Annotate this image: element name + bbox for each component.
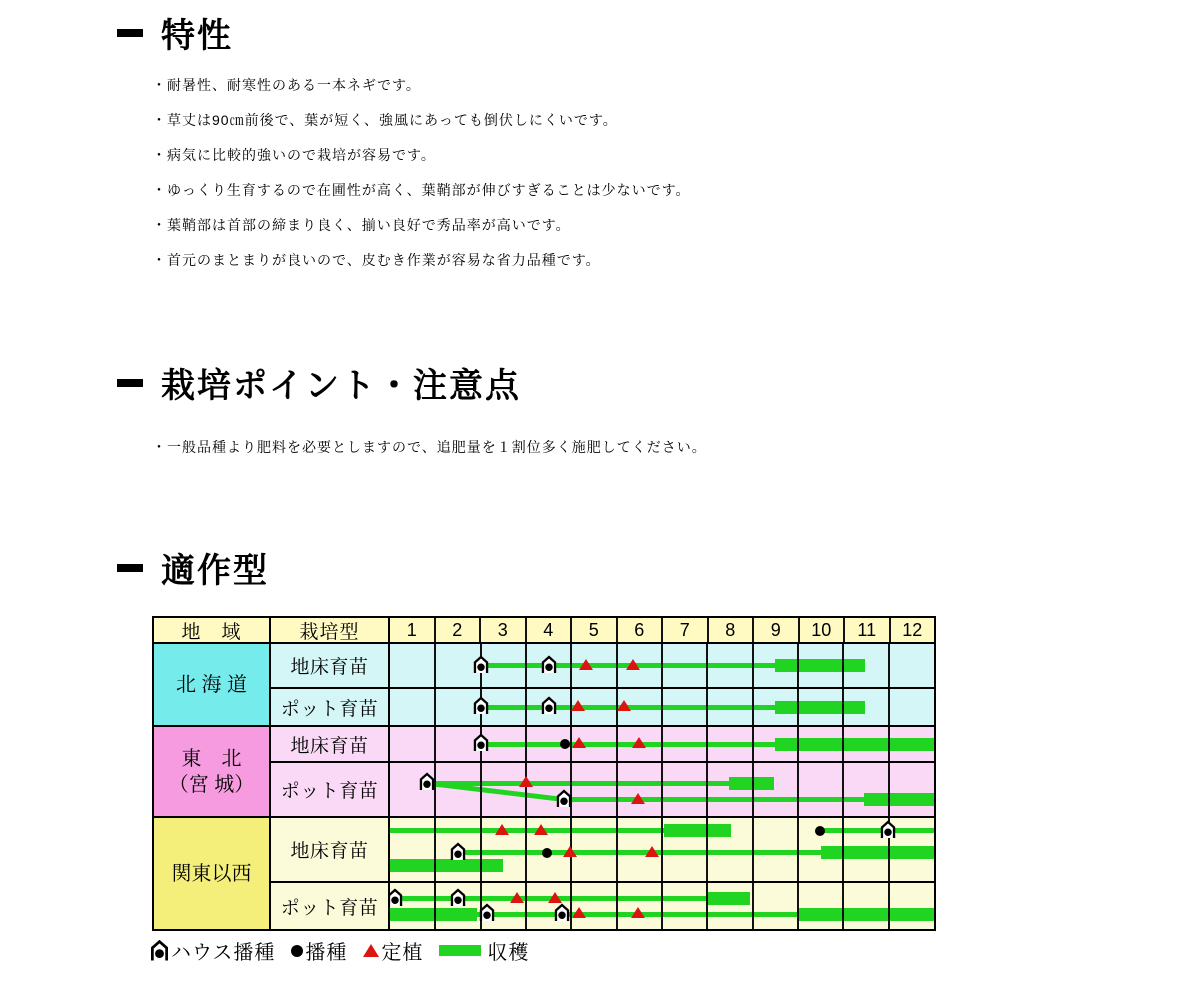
grid-line [480, 763, 482, 816]
harvest-bar [390, 859, 503, 872]
grid-line [434, 689, 436, 725]
month-header-cell: 9 [752, 618, 798, 642]
cultivation-points-list [152, 430, 707, 465]
schedule-legend [150, 936, 545, 965]
house-sowing-icon [880, 820, 896, 838]
month-header-cell: 11 [843, 618, 889, 642]
grid-line [616, 763, 618, 816]
month-header-cell: 1 [406, 619, 417, 640]
transplant-triangle-icon [571, 700, 585, 711]
chart-cell [390, 644, 934, 687]
schedule-row [271, 761, 934, 816]
bar-legend-icon [439, 945, 485, 956]
type-cell: 地床育苗 [271, 644, 390, 687]
legend-item [291, 936, 347, 965]
house-sowing-icon [479, 904, 495, 922]
region-label: 関東以西 [171, 862, 252, 885]
grid-line [797, 727, 799, 761]
grid-line [706, 644, 708, 687]
harvest-bar [775, 701, 864, 714]
schedule-row [271, 687, 934, 725]
harvest-bar [775, 738, 934, 751]
region-rows [271, 818, 934, 929]
sowing-dot-icon [291, 945, 303, 957]
transplant-triangle-icon [495, 824, 509, 835]
grid-line [661, 763, 663, 816]
crop-schedule-table [152, 616, 936, 931]
region-block [154, 725, 934, 816]
grid-line [616, 727, 618, 761]
grid-line [480, 818, 482, 881]
chart-cell [390, 727, 934, 761]
region-label: 東 北 [181, 747, 242, 770]
grid-line [752, 883, 754, 929]
schedule-row [271, 644, 934, 687]
house-sowing-icon [473, 655, 489, 673]
transplant-triangle-icon [510, 892, 524, 903]
transplant-triangle-icon [563, 846, 577, 857]
transplant-triangle-icon [645, 846, 659, 857]
region-cell [154, 818, 271, 929]
sowing-dot-icon [815, 826, 825, 836]
legend-label: 定植 [381, 942, 424, 964]
region-label: （宮 城） [168, 773, 255, 796]
grid-line [752, 818, 754, 881]
grid-line [570, 644, 572, 687]
grid-line [525, 689, 527, 725]
section-heading-features [117, 8, 233, 57]
region-block [154, 816, 934, 929]
grid-line [706, 763, 708, 816]
type-cell: 地床育苗 [271, 818, 390, 881]
legend-label: ハウス播種 [171, 942, 276, 964]
transplant-triangle-icon [534, 824, 548, 835]
transplant-triangle-icon [626, 659, 640, 670]
grid-line [797, 644, 799, 687]
dot-legend-icon [291, 945, 303, 957]
harvest-bar [821, 846, 934, 859]
harvest-bar [707, 892, 750, 905]
legend-label: 播種 [305, 942, 348, 964]
type-cell: ポット育苗 [271, 689, 390, 725]
grid-line [797, 763, 799, 816]
grid-line [434, 644, 436, 687]
house-sowing-icon [473, 734, 489, 752]
transplant-triangle-icon [632, 737, 646, 748]
grid-line [616, 818, 618, 881]
harvest-bar-icon [439, 945, 481, 956]
month-header-cell: 4 [525, 618, 571, 642]
month-header-cell: 3 [479, 618, 525, 642]
section-title: 特性 [161, 18, 233, 55]
grid-line [525, 727, 527, 761]
region-cell [154, 727, 271, 816]
grid-line [661, 883, 663, 929]
section-title: 適作型 [161, 553, 269, 590]
type-cell: ポット育苗 [271, 883, 390, 929]
house-sowing-icon [556, 789, 572, 807]
harvest-bar [664, 824, 731, 837]
chart-cell [390, 883, 934, 929]
schedule-header-row [154, 618, 934, 642]
grid-line [434, 818, 436, 881]
region-block [154, 642, 934, 725]
type-cell: 地床育苗 [271, 727, 390, 761]
region-column-header: 地 域 [154, 618, 271, 642]
grid-line [706, 818, 708, 881]
type-cell: ポット育苗 [271, 763, 390, 816]
grid-line [706, 689, 708, 725]
legend-item [363, 936, 423, 965]
sowing-dot-icon [560, 739, 570, 749]
growth-line [458, 850, 822, 855]
grid-line [752, 689, 754, 725]
grid-line [888, 727, 890, 761]
bullet-item: ・ゆっくり生育するので在圃性が高く、葉鞘部が伸びすぎることは少ないです。 [152, 182, 691, 198]
legend-item [150, 936, 275, 965]
section-heading-crop-schedule [117, 543, 269, 592]
house-sowing-icon [419, 773, 435, 791]
grid-line [525, 644, 527, 687]
grid-line [888, 883, 890, 929]
grid-line [842, 644, 844, 687]
grid-line [842, 883, 844, 929]
grid-line [797, 818, 799, 881]
features-list [152, 68, 690, 278]
transplant-triangle-icon [572, 737, 586, 748]
grid-line [706, 727, 708, 761]
grid-line [434, 883, 436, 929]
legend-label: 収穫 [487, 942, 530, 964]
grid-line [661, 818, 663, 881]
transplant-triangle-icon [572, 907, 586, 918]
grid-line [525, 883, 527, 929]
grid-line [661, 689, 663, 725]
house-legend-icon [150, 940, 169, 961]
bullet-item: ・草丈は90㎝前後で、葉が短く、強風にあっても倒伏しにくいです。 [152, 112, 618, 128]
bullet-item: ・耐暑性、耐寒性のある一本ネギです。 [152, 77, 421, 93]
house-sowing-icon [541, 655, 557, 673]
harvest-bar [798, 908, 934, 921]
grid-line [888, 763, 890, 816]
grid-line [752, 727, 754, 761]
transplant-triangle-icon [631, 907, 645, 918]
region-rows [271, 644, 934, 725]
grid-line [842, 818, 844, 881]
grid-line [661, 727, 663, 761]
grid-line [797, 883, 799, 929]
month-header-cell: 2 [434, 618, 480, 642]
type-column-header: 栽培型 [271, 618, 390, 642]
house-sowing-icon [554, 904, 570, 922]
grid-line [752, 644, 754, 687]
bullet-item: ・首元のまとまりが良いので、皮むき作業が容易な省力品種です。 [152, 252, 601, 268]
month-header-cell: 6 [616, 618, 662, 642]
heading-dash-icon [117, 564, 143, 572]
house-sowing-icon [450, 888, 466, 906]
sowing-dot-icon [542, 848, 552, 858]
bullet-item: ・葉鞘部は首部の締まり良く、揃い良好で秀品率が高いです。 [152, 217, 571, 233]
schedule-row [271, 818, 934, 881]
month-header-cell: 8 [707, 618, 753, 642]
house-sowing-icon [473, 697, 489, 715]
grid-line [661, 644, 663, 687]
grid-line [888, 644, 890, 687]
month-header-cell: 10 [798, 618, 844, 642]
house-sowing-icon [390, 888, 403, 906]
grid-line [706, 883, 708, 929]
grid-line [797, 689, 799, 725]
grid-line [842, 689, 844, 725]
grid-line [616, 883, 618, 929]
house-sowing-icon [450, 842, 466, 860]
grid-line [525, 763, 527, 816]
chart-cell [390, 818, 934, 881]
grid-line [570, 883, 572, 929]
grid-line [842, 727, 844, 761]
grid-line [616, 644, 618, 687]
section-title: 栽培ポイント・注意点 [161, 368, 521, 405]
grid-line [525, 818, 527, 881]
region-label: 北 海 道 [175, 673, 248, 696]
month-header-cell: 5 [570, 618, 616, 642]
grid-line [752, 763, 754, 816]
legend-item [439, 936, 529, 965]
heading-dash-icon [117, 29, 143, 37]
bullet-item: ・一般品種より肥料を必要としますので、追肥量を１割位多く施肥してください。 [152, 439, 707, 455]
triangle-legend-icon [363, 944, 379, 957]
house-sowing-icon [541, 697, 557, 715]
transplant-triangle-icon [631, 793, 645, 804]
transplant-triangle-icon [363, 944, 379, 957]
chart-cell [390, 689, 934, 725]
growth-line [820, 828, 934, 833]
month-header-cell: 12 [889, 618, 935, 642]
region-cell [154, 644, 271, 725]
transplant-triangle-icon [579, 659, 593, 670]
grid-line [888, 689, 890, 725]
schedule-row [271, 727, 934, 761]
region-rows [271, 727, 934, 816]
harvest-bar [775, 659, 864, 672]
growth-line [390, 828, 664, 833]
schedule-row [271, 881, 934, 929]
transplant-triangle-icon [548, 892, 562, 903]
grid-line [434, 727, 436, 761]
grid-line [842, 763, 844, 816]
transplant-triangle-icon [617, 700, 631, 711]
month-headers [390, 618, 934, 642]
bullet-item: ・病気に比較的強いので栽培が容易です。 [152, 147, 436, 163]
chart-cell [390, 763, 934, 816]
transplant-triangle-icon [519, 776, 533, 787]
month-header-cell: 7 [661, 618, 707, 642]
heading-dash-icon [117, 379, 143, 387]
section-heading-cultivation-points [117, 358, 521, 407]
